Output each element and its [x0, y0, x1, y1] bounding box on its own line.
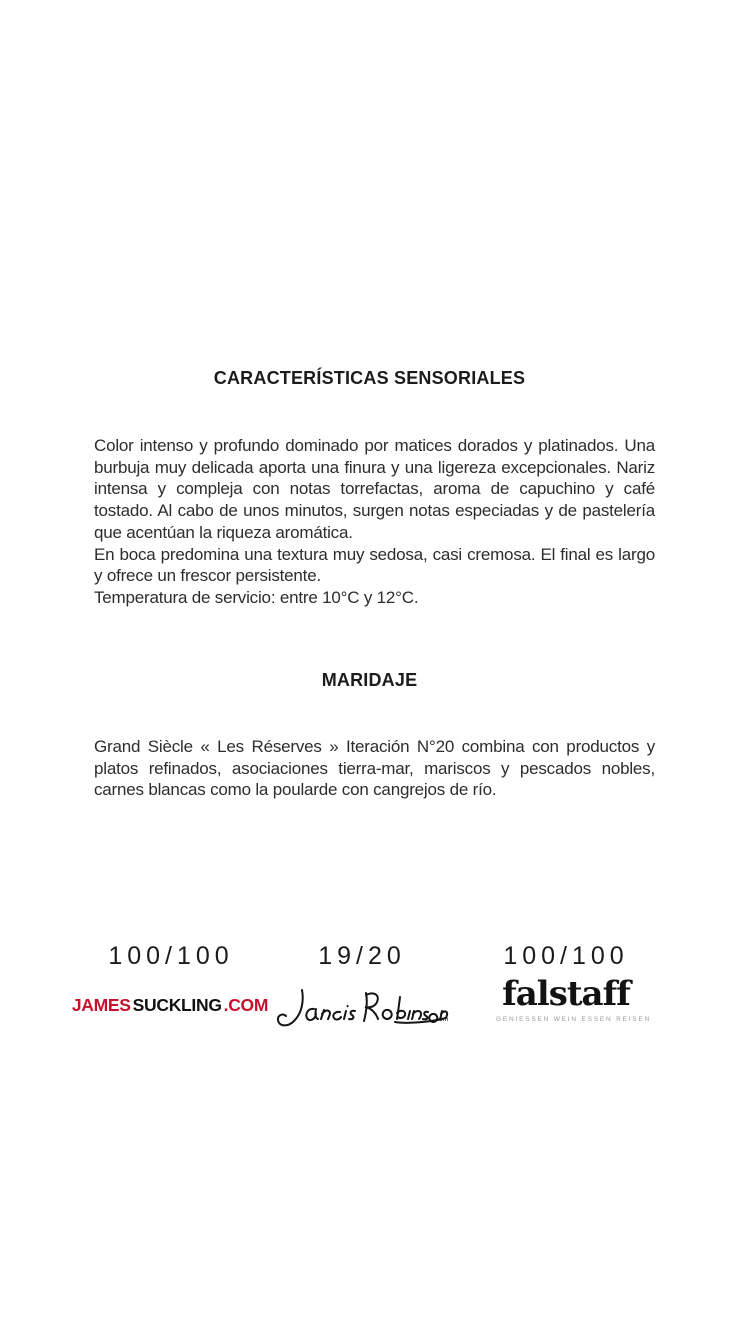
sensory-section-heading: CARACTERÍSTICAS SENSORIALES [213, 368, 526, 388]
falstaff-score: 100/100 [503, 942, 629, 970]
jancis-robinson-signature [274, 987, 450, 1031]
sensory-paragraph: Color intenso y profundo dominado por matices dorados y platinados. Una burbuja muy delicada aporta una finura y una ligereza excepcionales. Nariz intensa y compleja con notas torrefactas, aroma de capuchino y café tostado. Al cabo de unos minutos, surgen notas especiadas y de pastelería que acentúan la riqueza aromática. [94, 436, 655, 542]
james-suckling-score: 100/100 [108, 942, 234, 970]
rating-jancis-robinson [272, 942, 452, 1036]
pairing-text-block [94, 736, 655, 801]
james-suckling-logo-text: .COM [223, 995, 269, 1015]
pairing-section-heading: MARIDAJE [321, 670, 418, 690]
sensory-text-block [94, 435, 655, 609]
rating-falstaff [496, 942, 652, 1023]
jancis-robinson-logo [272, 987, 452, 1036]
jancis-robinson-score: 19/20 [318, 942, 406, 970]
james-suckling-logo-text: JAMES [71, 995, 131, 1015]
sensory-paragraph: Temperatura de servicio: entre 10°C y 12°C. [94, 587, 419, 607]
james-suckling-logo-text: SUCKLING [132, 995, 222, 1015]
james-suckling-logo [71, 995, 269, 1016]
falstaff-tagline: GENIESSEN WEIN ESSEN REISEN [496, 1016, 652, 1023]
ratings-row [0, 942, 739, 1045]
falstaff-wordmark: falstaff [502, 974, 630, 1014]
jancis-robinson-com-suffix: .com [434, 1016, 449, 1023]
pairing-paragraph: Grand Siècle « Les Réserves » Iteración N°20 combina con productos y platos refinados, asociaciones tierra-mar, mariscos y pescados nobles, carnes blancas como la poularde con cangrejos de río. [94, 737, 655, 800]
falstaff-logo [496, 974, 652, 1023]
rating-james-suckling [71, 942, 269, 1016]
sensory-paragraph: En boca predomina una textura muy sedosa, casi cremosa. El final es largo y ofrece un frescor persistente. [94, 544, 655, 586]
